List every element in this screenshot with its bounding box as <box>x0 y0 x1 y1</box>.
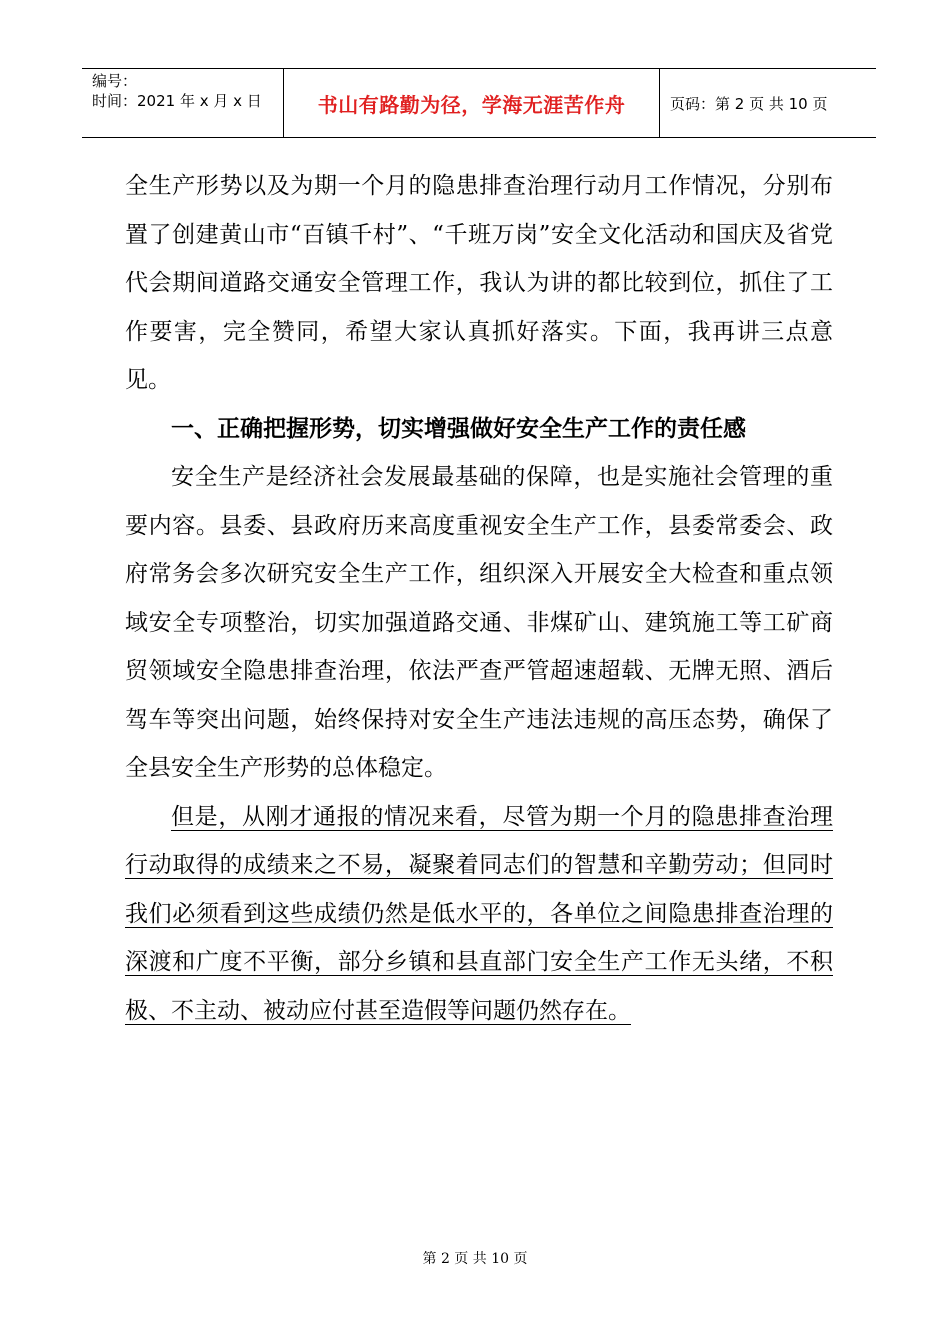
page-footer: 第 2 页 共 10 页 <box>422 1251 528 1267</box>
paragraph: 安全生产是经济社会发展最基础的保障，也是实施社会管理的重要内容。县委、县政府历来高度重视安全生产工作，县委常委会、政府常务会多次研究安全生产工作，组织深入开展安全大检查和重点领域安全专项整治，切实加强道路交通、非煤矿山、建筑施工等工矿商贸领域安全隐患排查治理，依法严查严管超速超载、无牌无照、酒后驾车等突出问题，始终保持对安全生产违法违规的高压态势，确保了全县安全生产形势的总体稳定。 <box>125 464 833 781</box>
paragraph-underlined: 但是，从刚才通报的情况来看，尽管为期一个月的隐患排查治理行动取得的成绩来之不易，凝聚着同志们的智慧和辛勤劳动；但同时我们必须看到这些成绩仍然是低水平的，各单位之间隐患排查治理的深渡和广度不平衡，部分乡镇和县直部门安全生产工作无头绪，不积极、不主动、被动应付甚至造假等问题仍然存在。 <box>125 803 833 1024</box>
document-body <box>125 162 833 1035</box>
paragraph-continuation: 全生产形势以及为期一个月的隐患排查治理行动月工作情况，分别布置了创建黄山市“百镇千村”、“千班万岗”安全文化活动和国庆及省党代会期间道路交通安全管理工作，我认为讲的都比较到位，抓住了工作要害，完全赞同，希望大家认真抓好落实。下面，我再讲三点意见。 <box>125 173 833 393</box>
page-header <box>82 68 876 138</box>
section-heading: 一、正确把握形势，切实增强做好安全生产工作的责任感 <box>171 415 746 442</box>
header-page-info: 页码：第 2 页 共 10 页 <box>670 94 828 113</box>
header-motto: 书山有路勤为径，学海无涯苦作舟 <box>284 69 660 137</box>
time-label: 时间：2021 年 x 月 x 日 <box>92 92 262 110</box>
header-meta <box>82 69 284 137</box>
number-label: 编号： <box>92 72 138 90</box>
